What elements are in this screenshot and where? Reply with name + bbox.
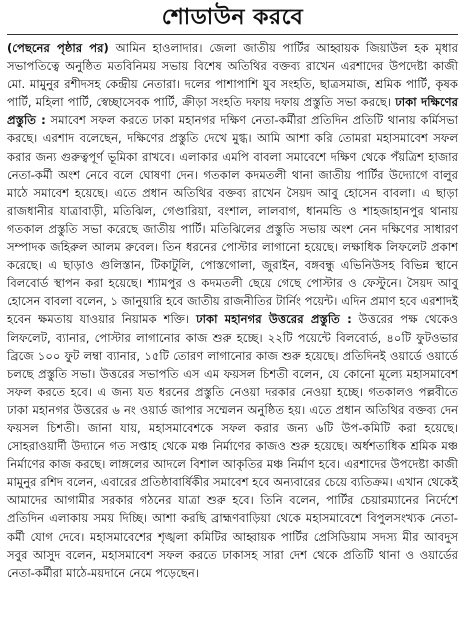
paragraph-1: আমিন হাওলাদার। জেলা জাতীয় পার্টির আহ্বায়ক জিয়াউল হক মৃধার সভাপতিত্বে অনুষ্ঠিত মতবিনিময় সভায় বিশেষ অতিথির বক্তব্য রাখেন এরশাদের উপদেষ্টা কাজী মো. মামুনুর রশীদসহ কেন্দ্রীয় নেতারা। দলের পাশাপাশি যুব সংহতি, ছাত্রসমাজ, শ্রমিক পার্টি, কৃষক পার্টি, মহিলা পার্টি, স্বেচ্ছাসেবক পার্টি, ক্রীড়া সংহতি দফায় দফায় প্রস্তুতি সভা করছে। (7, 41, 458, 110)
article-headline: শোডাউন করবে (161, 4, 304, 30)
subheading-dhaka-south: ঢাকা দক্ষিণের প্রস্তুতি : (7, 95, 458, 128)
subheading-dhaka-north: ঢাকা মহানগর উত্তরের প্রস্তুতি : (196, 312, 352, 327)
article-body (7, 39, 458, 582)
headline-divider (7, 34, 458, 35)
continuation-tag: (পেছনের পৃষ্ঠার পর) (7, 41, 109, 55)
paragraph-2: সমাবেশ সফল করতে ঢাকা মহানগর দক্ষিণ নেতা-কর্মীরা প্রতিদিন প্রতিটি থানায় কর্মিসভা করছে। এরশাদ বলেছেন, দক্ষিণের প্রস্তুতি দেখে মুগ্ধ। আমি আশা করি তোমরা মহাসমাবেশ সফল করার জন্য গুরুত্বপূর্ণ ভূমিকা রাখবে। এলাকার এমপি বাবলা সমাবেশে দক্ষিণ থেকে পঁয়ত্রিশ হাজার নেতা-কর্মী অংশ নেবে বলে ঘোষণা দেন। গতকাল কদমতলী থানা জাতীয় পার্টির উদ্যোগে বালুর মাঠে সমাবেশ হয়েছে। এতে প্রধান অতিথির বক্তব্য রাখেন সৈয়দ আবু হোসেন বাবলা। এ ছাড়া রাজধানীর যাত্রাবাড়ী, মতিঝিল, গেণ্ডারিয়া, বংশাল, লালবাগ, ধানমন্ডি ও শাহজাহানপুর থানায় গতকাল প্রস্তুতি সভা করেছে জাতীয় পার্টি। মতিঝিলের প্রস্তুতি সভায় অংশ নেন দক্ষিণের সাধারণ সম্পাদক জহিরুল আলম রুবেল। তিন ধরনের পোস্টার লাগানো হয়েছে। লক্ষাধিক লিফলেট প্রকাশ করেছে। এ ছাড়াও গুলিস্তান, টিকাটুলি, পোস্তগোলা, জুরাইন, বঙ্গবন্ধু এভিনিউসহ বিভিন্ন স্থানে বিলবোর্ড স্থাপন করা হয়েছে। শ্যামপুর ও কদমতলী ছেয়ে গেছে পোস্টার ও ফেস্টুনে। সৈয়দ আবু হোসেন বাবলা বলেন, ১ জানুয়ারি হবে জাতীয় রাজনীতির টার্নিং পয়েন্ট। এদিন প্রমাণ হবে এরশাদই হবেন ক্ষমতায় যাওয়ার নিয়ামক শক্তি। (7, 113, 459, 327)
paragraph-3: উত্তরের পক্ষ থেকেও লিফলেট, ব্যানার, পোস্টার লাগানোর কাজ শুরু হচ্ছে। ২২টি পয়েন্টে বিলবোর্ড, ৪০টি ফুটওভার ব্রিজে ১০০ ফুট লম্বা ব্যানার, ১৫টি তোরণ লাগানোর কাজ শুরু হয়েছে। প্রতিদিনই ওয়ার্ডে ওয়ার্ডে চলছে প্রস্তুতি সভা। উত্তরের সভাপতি এস এম ফয়সল চিশতী বলেন, যে কোনো মূল্যে মহাসমাবেশ সফল করতে হবে। এ জন্য যত ধরনের প্রস্তুতি নেওয়া দরকার নেওয়া হচ্ছে। গতকালও পল্লবীতে ঢাকা মহানগর উত্তরের ৬ নং ওয়ার্ড জাপার সম্মেলন অনুষ্ঠিত হয়। এতে প্রধান অতিথির বক্তব্য দেন ফয়সল চিশতী। জানা যায়, মহাসমাবেশকে সফল করার জন্য ৬টি উপ-কমিটি করা হয়েছে। সোহরাওয়ার্দী উদ্যানে গত সপ্তাহ থেকে মঞ্চ নির্মাণের কাজও শুরু হয়েছে। অর্ধশতাধিক শ্রমিক মঞ্চ নির্মাণের কাজ করছে। লাঙ্গলের আদলে বিশাল আকৃতির মঞ্চ নির্মাণ হবে। এরশাদের উপদেষ্টা কাজী মামুনুর রশিদ বলেন, এবারের প্রতিষ্ঠাবার্ষিকীর সমাবেশ হবে অন্যবারের চেয়ে ব্যতিক্রম। এখান থেকেই আমাদের আগামীর সরকার গঠনের যাত্রা শুরু হবে। তিনি বলেন, পার্টির চেয়ারম্যানের নির্দেশে প্রতিদিন এলাকায় সময় দিচ্ছি। আশা করছি ব্রাহ্মণবাড়িয়া থেকে মহাসমাবেশে বিপুলসংখ্যক নেতা-কর্মী যোগ দেবে। মহাসমাবেশের শৃঙ্খলা কমিটির আহ্বায়ক পার্টির প্রেসিডিয়াম সদস্য মীর আবদুস সবুর আসুদ বলেন, মহাসমাবেশ সফল করতে ঢাকাসহ সারা দেশ থেকে প্রতিটি থানা ও ওয়ার্ডের নেতা-কর্মীরা মাঠে-ময়দানে নেমে পড়েছেন। (7, 312, 459, 580)
